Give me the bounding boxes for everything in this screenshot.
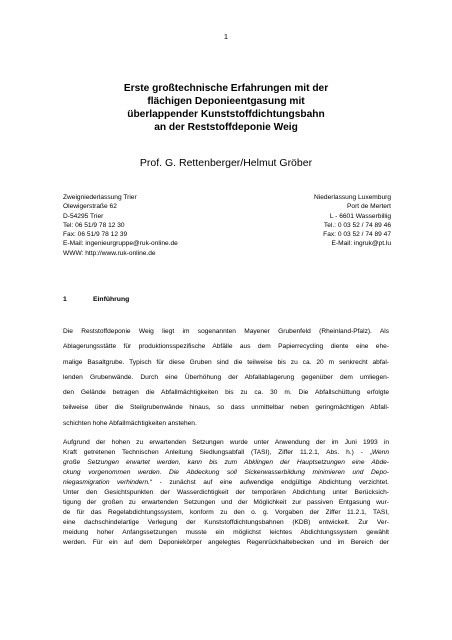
address-line: Zweigniederlassung Trier [63,194,137,201]
text-line: de für das Regelabdichtungssystem, konform zu den o. g. Vorgaben der Ziffer 11.2.1, TASI, [63,509,389,517]
authors: Prof. G. Rettenberger/Helmut Gröber [139,157,313,169]
address-line: Niederlassung Luxemburg [314,194,391,201]
address-block-trier [63,193,178,258]
text-line: Unter den Gesichtspunkten der Wasserdichtigkeit der temporären Abdichtung unter Berücksich- [63,489,389,497]
quotation-text: ckung vorgenommen werden. Die Abdeckung soll Sickerwasserbildung minimieren und Depo- [63,469,389,477]
quotation-text: niegasmigration verhindern. [63,479,151,487]
email-line: E-Mail: ingenieurgruppe@ruk-online.de [63,240,178,248]
section-heading [63,296,129,303]
text-line: werden. Für ein auf dem Deponiekörper angelegtes Regenrückhaltebecken und im Bereich der [63,539,389,547]
paragraph-settlements [63,438,389,549]
section-title: Einführung [93,296,130,303]
address-block-luxemburg [314,193,391,249]
text-line: tigung der großen zu erwartenden Setzungen und der Möglichkeit zur passiven Entgasung wur- [63,499,389,507]
text-line: den Gelände betragen die Abfallmächtigkeiten bis zu ca. 30 m. Die Abfallschüttung erfolgte [63,389,389,397]
title-line: Erste großtechnische Erfahrungen mit der [123,83,329,94]
quotation-text: Wenn [371,449,389,457]
text-line: schichten hohe Abfallmächtigkeiten anstehen. [63,419,197,427]
text-line [63,478,389,488]
address-line: Port de Mertert [347,203,391,211]
title-line: überlappender Kunststoffdichtungsbahn [127,109,325,120]
email-line: E-Mail: ingruk@pt.lu [331,240,391,248]
text-line [63,458,389,468]
text-line: lenden Grubenwände. Durch eine Überhöhung der Abfallablagerung gegenüber dem umliegen- [63,373,389,381]
address-line: L - 6601 Wasserbillig [329,212,391,220]
phone-line: Tel.: 0 03 52 / 74 89 46 [323,221,391,229]
text-line: teilweise über die Steilgrubenwände hinaus, so dass unmittelbar neben geringmächtigen Abfall- [63,404,389,412]
address-line: D-54295 Trier [63,212,104,220]
address-line: Olewigerstraße 62 [63,203,117,211]
title-line: an der Reststoffdeponie Weig [154,122,298,133]
text-line: Ablagerungsstätte für produktionsspezifische Abfälle aus dem Papierrecycling diente eine ehe- [63,343,389,351]
text-line: Die Reststoffdeponie Weig liegt im sogenannten Mayener Grubenfeld (Rheinland-Pfalz). Als [63,328,389,335]
section-number: 1 [63,296,67,303]
title-line: flächigen Deponieentgasung mit [147,96,305,107]
document-title [60,82,392,134]
text-line: meidung hoher Anfangssetzungen musste ein möglichst leichtes Abdichtungssystem gewählt [63,529,389,537]
paragraph-introduction [63,324,389,431]
text-span: Kraft getretenen Technischen Anleitung Siedlungsabfall (TASI), Ziffer 11.2.1, Abs. h.) - „ [63,449,372,457]
text-line: malige Basaltgrube. Typisch für diese Gruben sind die teilweise bis zu ca. 20 m senkrecht abfal- [63,358,389,366]
text-line: Aufgrund der hohen zu erwartenden Setzungen wurde unter Anwendung der im Juni 1993 in [63,439,389,446]
fax-line: Fax: 06 51/9 78 12 39 [63,231,128,239]
text-line [63,448,389,458]
text-line: eine dachschindelartige Verlegung der Kunststoffdichtungsbahnen (KDB) entwickelt. Zur Ver- [63,519,389,527]
text-line [63,468,389,478]
quotation-text: große Setzungen erwartet werden, kann bis zum Abklingen der Hauptsetzungen eine Abde- [63,459,389,467]
website-line: WWW: http://www.ruk-online.de [63,249,156,257]
fax-line: Fax: 0 03 52 / 74 89 47 [323,231,391,239]
phone-line: Tel: 06 51/9 78 12 30 [63,221,125,229]
text-span: “ - zunächst auf eine aufwendige endgültige Abdichtung verzichtet. [150,479,389,487]
page-number: 1 [223,32,229,41]
